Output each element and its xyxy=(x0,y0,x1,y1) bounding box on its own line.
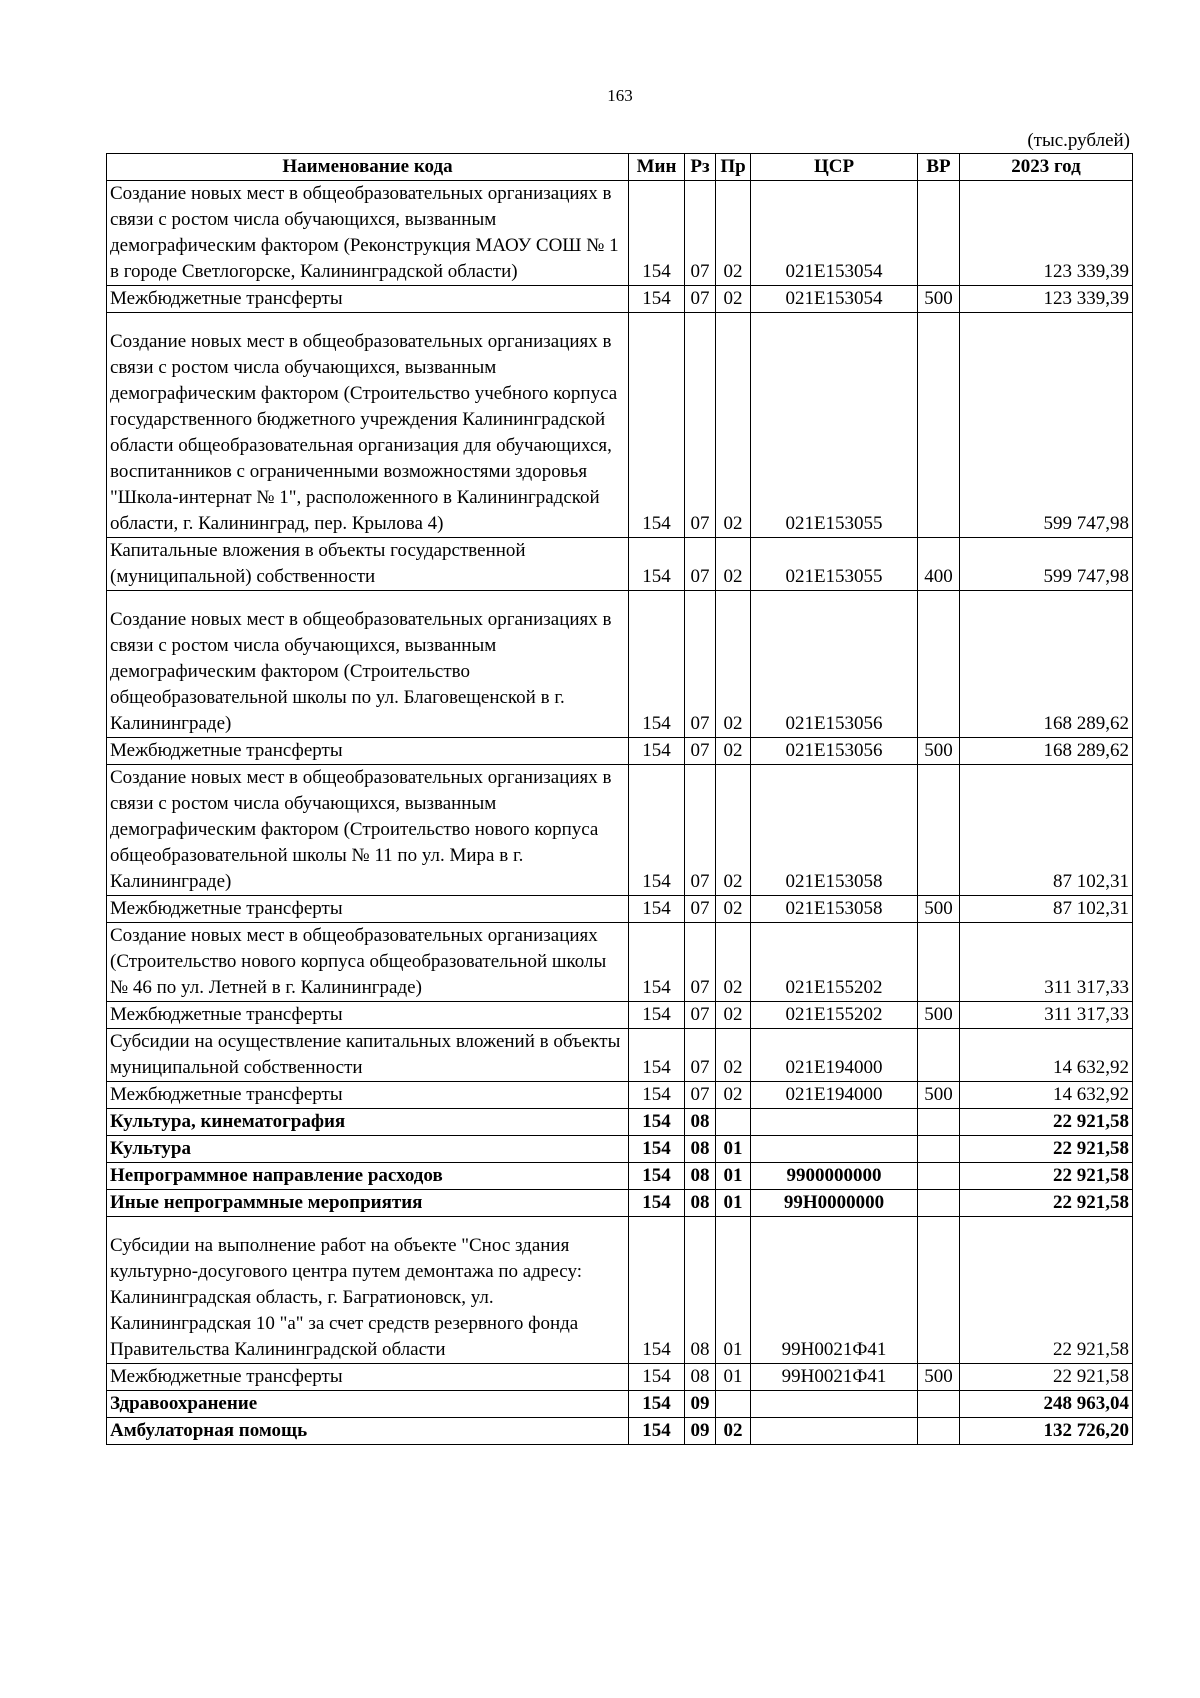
cell-amount: 14 632,92 xyxy=(960,1082,1133,1109)
cell-pr: 01 xyxy=(716,1136,751,1163)
table-row xyxy=(107,1418,1133,1445)
cell-amount: 14 632,92 xyxy=(960,1029,1133,1082)
cell-pr: 02 xyxy=(716,1002,751,1029)
header-year: 2023 год xyxy=(960,154,1133,181)
cell-amount: 22 921,58 xyxy=(960,1364,1133,1391)
cell-csr: 021E153055 xyxy=(751,538,918,591)
cell-amount: 168 289,62 xyxy=(960,738,1133,765)
cell-vr xyxy=(918,1163,960,1190)
cell-vr xyxy=(918,181,960,286)
table-row xyxy=(107,1082,1133,1109)
cell-csr: 9900000000 xyxy=(751,1163,918,1190)
cell-name: Межбюджетные трансферты xyxy=(107,286,629,313)
cell-csr: 021E155202 xyxy=(751,1002,918,1029)
cell-rz: 08 xyxy=(685,1163,716,1190)
cell-amount: 311 317,33 xyxy=(960,1002,1133,1029)
cell-vr xyxy=(918,313,960,538)
table-header-row xyxy=(107,154,1133,181)
cell-pr: 02 xyxy=(716,591,751,738)
table-row xyxy=(107,1391,1133,1418)
cell-name: Создание новых мест в общеобразовательных организациях в связи с ростом числа обучающихся, вызванным демографическим фактором (Строительство нового корпуса общеобразовательной школы № 11 по ул. Мира в г. Калининграде) xyxy=(107,765,629,896)
cell-vr: 500 xyxy=(918,738,960,765)
table-row xyxy=(107,538,1133,591)
cell-amount: 311 317,33 xyxy=(960,923,1133,1002)
cell-amount: 22 921,58 xyxy=(960,1163,1133,1190)
table-row xyxy=(107,313,1133,538)
table-row xyxy=(107,1217,1133,1364)
table-row xyxy=(107,1190,1133,1217)
cell-pr: 02 xyxy=(716,896,751,923)
cell-csr: 99Н0021Ф41 xyxy=(751,1364,918,1391)
cell-rz: 07 xyxy=(685,313,716,538)
cell-vr: 500 xyxy=(918,1002,960,1029)
cell-name: Межбюджетные трансферты xyxy=(107,738,629,765)
cell-name: Межбюджетные трансферты xyxy=(107,1364,629,1391)
page-number: 163 xyxy=(607,86,633,105)
cell-amount: 599 747,98 xyxy=(960,313,1133,538)
cell-vr xyxy=(918,923,960,1002)
cell-name: Создание новых мест в общеобразовательных организациях в связи с ростом числа обучающихся, вызванным демографическим фактором (Реконструкция МАОУ СОШ № 1 в городе Светлогорске, Калининградской области) xyxy=(107,181,629,286)
cell-vr: 500 xyxy=(918,286,960,313)
table-row xyxy=(107,591,1133,738)
cell-pr: 01 xyxy=(716,1364,751,1391)
row-spacer xyxy=(110,313,625,329)
table-row xyxy=(107,1029,1133,1082)
cell-vr xyxy=(918,1391,960,1418)
cell-min: 154 xyxy=(629,1136,685,1163)
cell-min: 154 xyxy=(629,591,685,738)
cell-name: Здравоохранение xyxy=(107,1391,629,1418)
cell-rz: 08 xyxy=(685,1190,716,1217)
cell-rz: 07 xyxy=(685,765,716,896)
cell-amount: 87 102,31 xyxy=(960,765,1133,896)
cell-rz: 07 xyxy=(685,538,716,591)
cell-rz: 07 xyxy=(685,181,716,286)
cell-rz: 08 xyxy=(685,1217,716,1364)
cell-amount: 599 747,98 xyxy=(960,538,1133,591)
cell-vr xyxy=(918,1109,960,1136)
cell-pr xyxy=(716,1391,751,1418)
cell-name xyxy=(107,1217,629,1364)
cell-name-text: Создание новых мест в общеобразовательных организациях в связи с ростом числа обучающихся, вызванным демографическим фактором (Строительство учебного корпуса государственного бюджетного учреждения Калининградской области общеобразовательная организация для обучающихся, воспитанников с ограниченными возможностями здоровья "Школа-интернат № 1", расположенного в Калининградской области, г. Калининград, пер. Крылова 4) xyxy=(110,331,618,534)
cell-min: 154 xyxy=(629,1190,685,1217)
cell-name xyxy=(107,313,629,538)
cell-name: Культура xyxy=(107,1136,629,1163)
table-row xyxy=(107,1109,1133,1136)
cell-rz: 07 xyxy=(685,591,716,738)
cell-vr: 500 xyxy=(918,1364,960,1391)
cell-rz: 09 xyxy=(685,1418,716,1445)
budget-table xyxy=(106,153,1133,1445)
cell-vr xyxy=(918,1136,960,1163)
cell-min: 154 xyxy=(629,1217,685,1364)
cell-vr xyxy=(918,591,960,738)
cell-amount: 168 289,62 xyxy=(960,591,1133,738)
cell-csr: 021E153056 xyxy=(751,591,918,738)
table-row xyxy=(107,738,1133,765)
cell-pr: 02 xyxy=(716,923,751,1002)
cell-vr xyxy=(918,1418,960,1445)
table-row xyxy=(107,181,1133,286)
cell-amount: 123 339,39 xyxy=(960,181,1133,286)
table-row xyxy=(107,1136,1133,1163)
cell-amount: 22 921,58 xyxy=(960,1109,1133,1136)
cell-rz: 08 xyxy=(685,1109,716,1136)
cell-csr xyxy=(751,1418,918,1445)
cell-amount: 87 102,31 xyxy=(960,896,1133,923)
cell-rz: 08 xyxy=(685,1136,716,1163)
cell-csr: 021E153058 xyxy=(751,765,918,896)
table-row xyxy=(107,923,1133,1002)
cell-name: Межбюджетные трансферты xyxy=(107,896,629,923)
cell-csr: 021E194000 xyxy=(751,1029,918,1082)
cell-name-text: Создание новых мест в общеобразовательных организациях в связи с ростом числа обучающихся, вызванным демографическим фактором (Строительство общеобразовательной школы по ул. Благовещенской в г. Калининграде) xyxy=(110,609,612,734)
cell-min: 154 xyxy=(629,538,685,591)
cell-pr: 01 xyxy=(716,1163,751,1190)
cell-rz: 07 xyxy=(685,738,716,765)
cell-csr: 021E194000 xyxy=(751,1082,918,1109)
cell-rz: 07 xyxy=(685,1082,716,1109)
cell-min: 154 xyxy=(629,313,685,538)
cell-name-text: Субсидии на выполнение работ на объекте "Снос здания культурно-досугового центра путем демонтажа по адресу: Калининградская область, г. Багратионовск, ул. Калининградская 10 "а" за счет средств резервного фонда Правительства Калининградской области xyxy=(110,1235,583,1360)
cell-csr: 021E153056 xyxy=(751,738,918,765)
cell-min: 154 xyxy=(629,896,685,923)
cell-min: 154 xyxy=(629,738,685,765)
header-vr: ВР xyxy=(918,154,960,181)
table-row xyxy=(107,765,1133,896)
cell-pr xyxy=(716,1109,751,1136)
header-csr: ЦСР xyxy=(751,154,918,181)
cell-pr: 02 xyxy=(716,1082,751,1109)
table-row xyxy=(107,1002,1133,1029)
cell-rz: 07 xyxy=(685,923,716,1002)
cell-vr xyxy=(918,765,960,896)
cell-pr: 02 xyxy=(716,286,751,313)
cell-rz: 08 xyxy=(685,1364,716,1391)
cell-pr: 02 xyxy=(716,1029,751,1082)
cell-pr: 01 xyxy=(716,1190,751,1217)
header-rz: Рз xyxy=(685,154,716,181)
cell-csr xyxy=(751,1136,918,1163)
table-row xyxy=(107,1364,1133,1391)
cell-amount: 123 339,39 xyxy=(960,286,1133,313)
cell-name: Капитальные вложения в объекты государственной (муниципальной) собственности xyxy=(107,538,629,591)
cell-min: 154 xyxy=(629,923,685,1002)
cell-min: 154 xyxy=(629,1082,685,1109)
table-row xyxy=(107,286,1133,313)
cell-min: 154 xyxy=(629,1418,685,1445)
cell-amount: 22 921,58 xyxy=(960,1217,1133,1364)
cell-pr: 02 xyxy=(716,1418,751,1445)
cell-name: Непрограммное направление расходов xyxy=(107,1163,629,1190)
cell-min: 154 xyxy=(629,1391,685,1418)
row-spacer xyxy=(110,591,625,607)
header-pr: Пр xyxy=(716,154,751,181)
cell-min: 154 xyxy=(629,181,685,286)
cell-rz: 07 xyxy=(685,1029,716,1082)
cell-min: 154 xyxy=(629,1029,685,1082)
units-label: (тыс.рублей) xyxy=(1027,130,1130,151)
cell-csr: 99Н0021Ф41 xyxy=(751,1217,918,1364)
cell-csr: 021E155202 xyxy=(751,923,918,1002)
cell-min: 154 xyxy=(629,1109,685,1136)
cell-name: Субсидии на осуществление капитальных вложений в объекты муниципальной собственности xyxy=(107,1029,629,1082)
row-spacer xyxy=(110,1217,625,1233)
cell-vr xyxy=(918,1029,960,1082)
cell-min: 154 xyxy=(629,1163,685,1190)
cell-name xyxy=(107,591,629,738)
cell-name: Иные непрограммные мероприятия xyxy=(107,1190,629,1217)
cell-rz: 07 xyxy=(685,1002,716,1029)
cell-vr xyxy=(918,1190,960,1217)
cell-amount: 22 921,58 xyxy=(960,1136,1133,1163)
header-name: Наименование кода xyxy=(107,154,629,181)
cell-pr: 02 xyxy=(716,738,751,765)
cell-name: Межбюджетные трансферты xyxy=(107,1002,629,1029)
cell-name: Создание новых мест в общеобразовательных организациях (Строительство нового корпуса общеобразовательной школы № 46 по ул. Летней в г. Калининграде) xyxy=(107,923,629,1002)
cell-amount: 248 963,04 xyxy=(960,1391,1133,1418)
cell-pr: 02 xyxy=(716,765,751,896)
table-row xyxy=(107,896,1133,923)
cell-pr: 01 xyxy=(716,1217,751,1364)
cell-rz: 07 xyxy=(685,286,716,313)
table-body xyxy=(107,181,1133,1445)
cell-vr: 400 xyxy=(918,538,960,591)
cell-name: Амбулаторная помощь xyxy=(107,1418,629,1445)
cell-pr: 02 xyxy=(716,313,751,538)
cell-csr: 99Н0000000 xyxy=(751,1190,918,1217)
cell-min: 154 xyxy=(629,765,685,896)
cell-vr: 500 xyxy=(918,896,960,923)
cell-csr xyxy=(751,1109,918,1136)
cell-amount: 22 921,58 xyxy=(960,1190,1133,1217)
cell-pr: 02 xyxy=(716,181,751,286)
cell-name: Межбюджетные трансферты xyxy=(107,1082,629,1109)
cell-min: 154 xyxy=(629,286,685,313)
table-row xyxy=(107,1163,1133,1190)
cell-rz: 09 xyxy=(685,1391,716,1418)
cell-amount: 132 726,20 xyxy=(960,1418,1133,1445)
cell-vr: 500 xyxy=(918,1082,960,1109)
cell-csr xyxy=(751,1391,918,1418)
cell-min: 154 xyxy=(629,1364,685,1391)
cell-csr: 021E153054 xyxy=(751,286,918,313)
cell-vr xyxy=(918,1217,960,1364)
cell-csr: 021E153055 xyxy=(751,313,918,538)
cell-pr: 02 xyxy=(716,538,751,591)
cell-csr: 021E153054 xyxy=(751,181,918,286)
cell-min: 154 xyxy=(629,1002,685,1029)
cell-rz: 07 xyxy=(685,896,716,923)
header-min: Мин xyxy=(629,154,685,181)
cell-csr: 021E153058 xyxy=(751,896,918,923)
cell-name: Культура, кинематография xyxy=(107,1109,629,1136)
